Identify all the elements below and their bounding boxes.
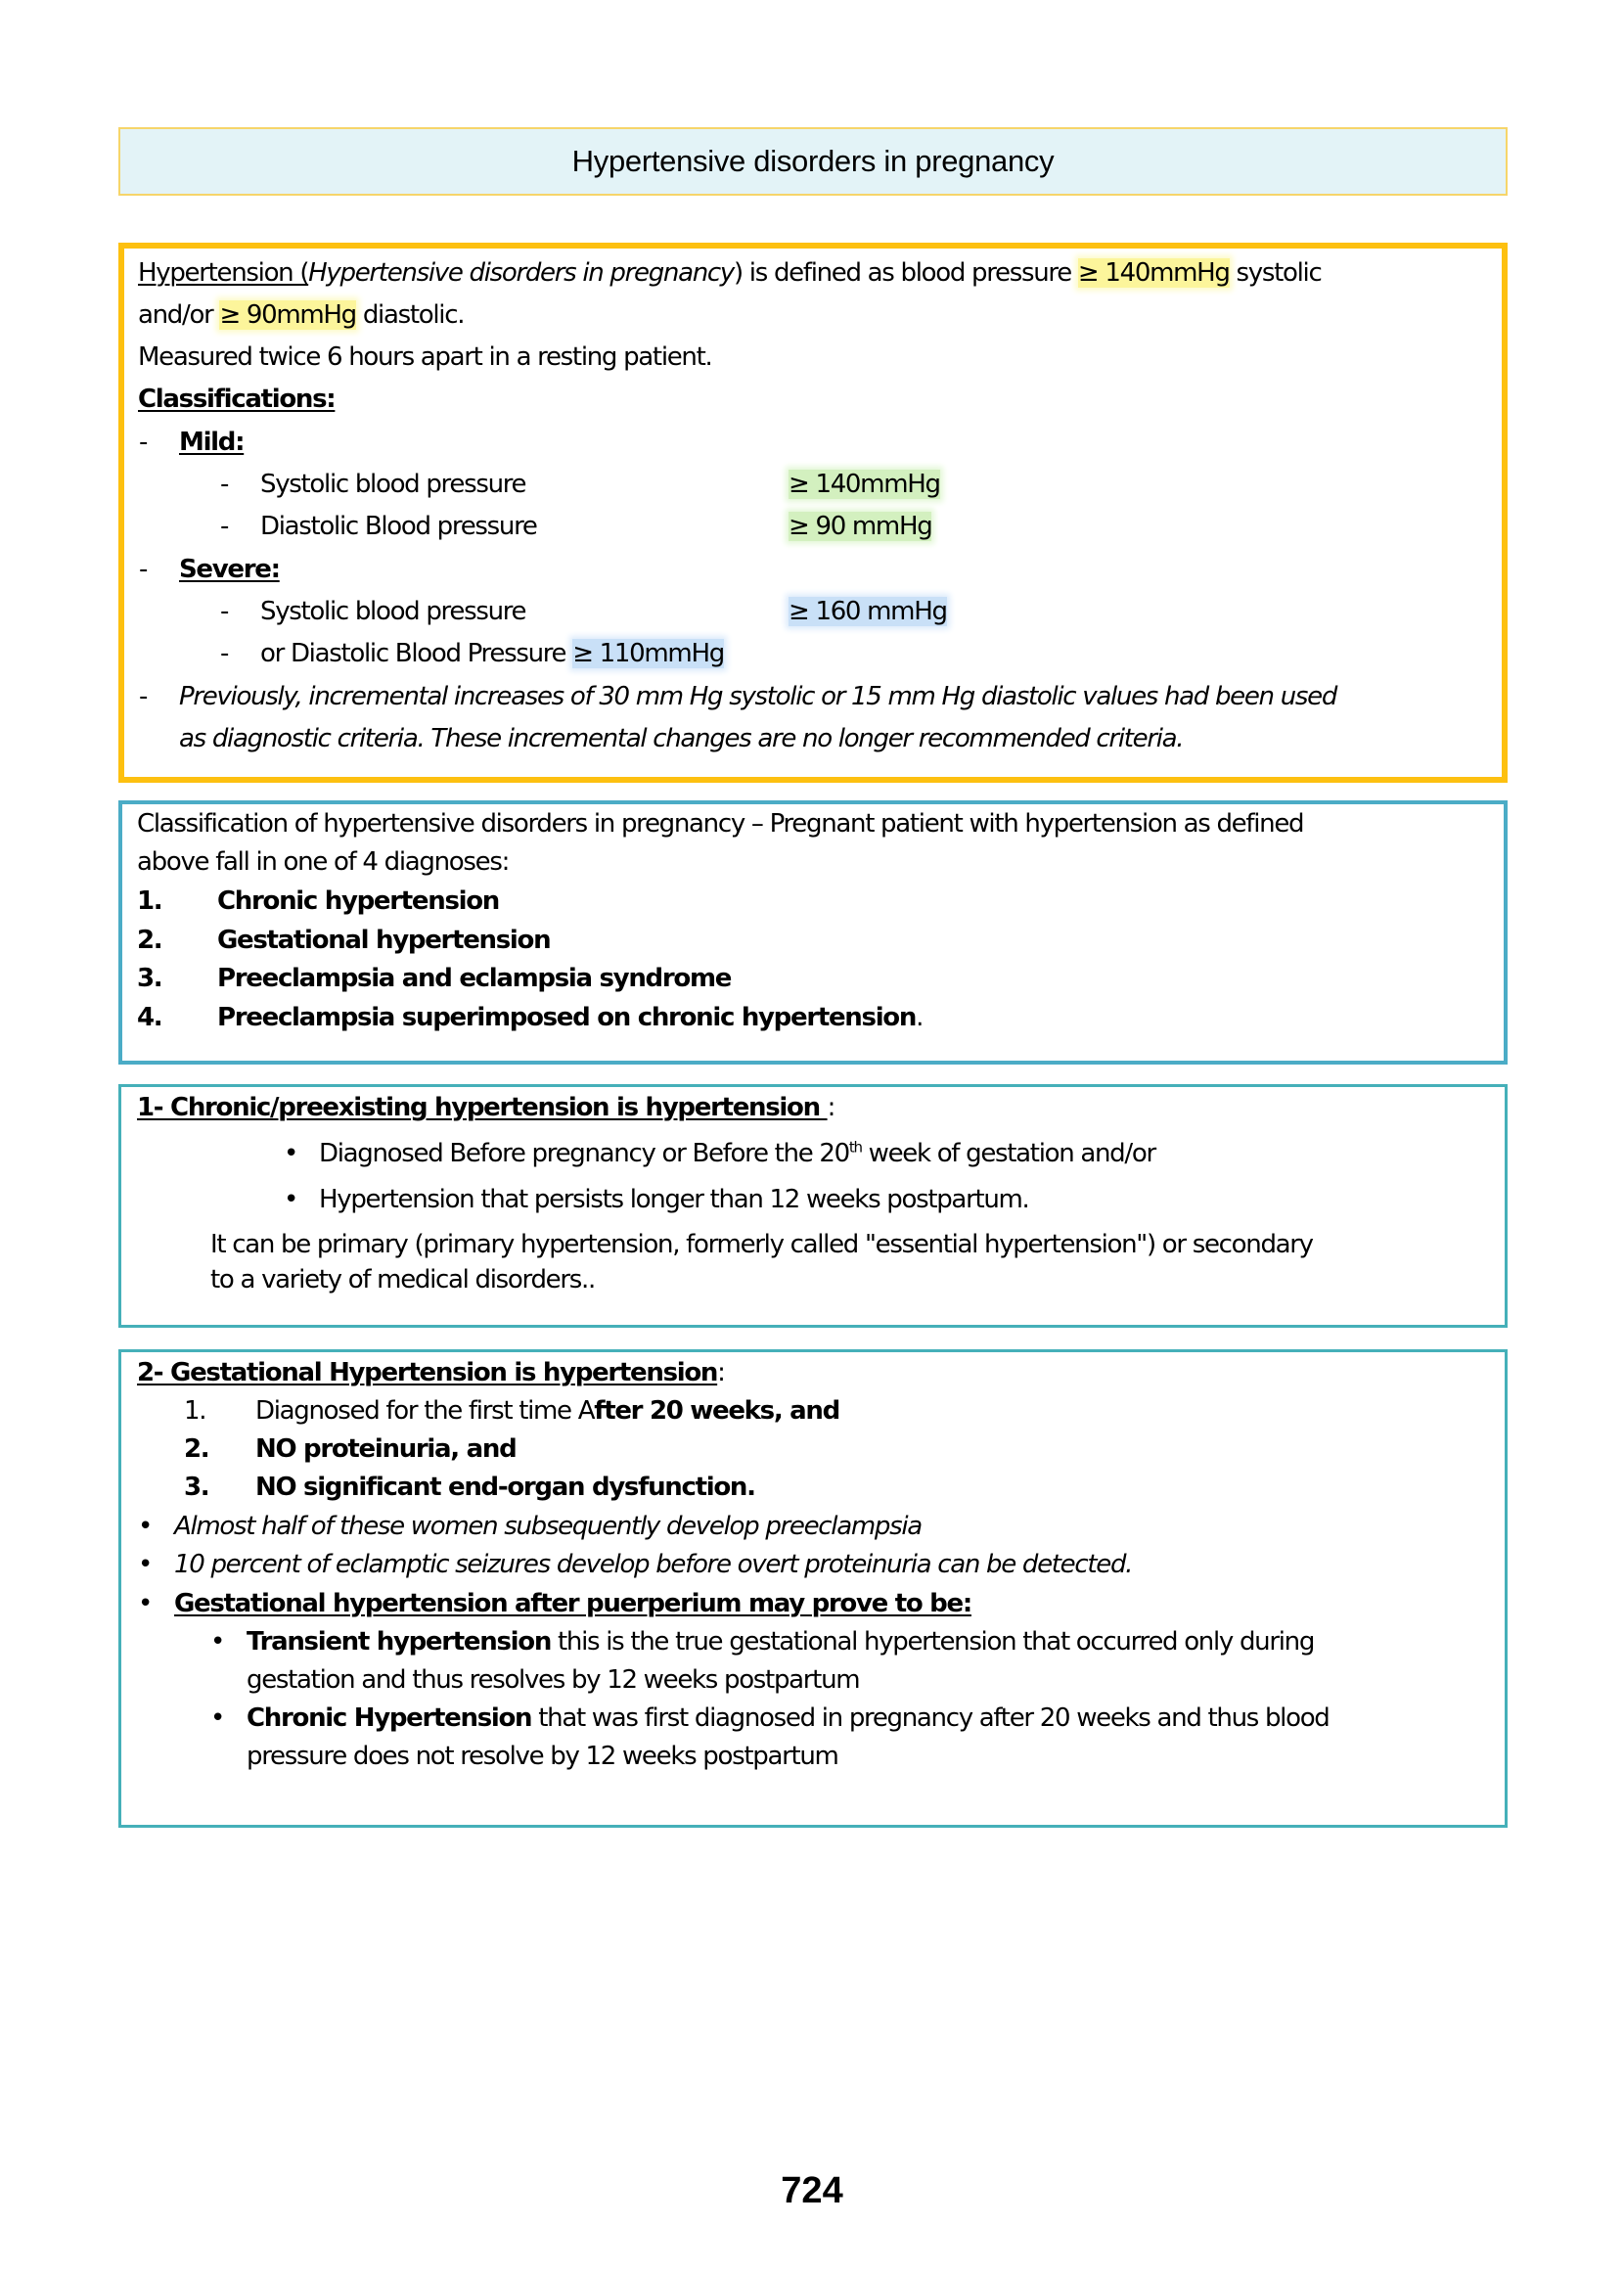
title-banner — [118, 127, 1508, 196]
mild-systolic-label: Systolic blood pressure — [260, 470, 526, 499]
bullet-icon: • — [284, 1185, 298, 1214]
severe-systolic-label: Systolic blood pressure — [260, 597, 526, 626]
gestational-heading-row — [137, 1358, 725, 1387]
severe-diastolic-label: or Diastolic Blood Pressure — [260, 639, 573, 668]
hypertension-term: Hypertension ( — [138, 258, 309, 288]
outcome-chronic-term: Chronic Hypertension — [247, 1703, 532, 1733]
hypertension-term-italic: Hypertensive disorders in pregnancy — [308, 258, 734, 288]
systolic-threshold: ≥ 140mmHg — [1077, 258, 1230, 288]
mild-systolic-value: ≥ 140mmHg — [789, 470, 940, 499]
classifications-heading: Classifications: — [138, 385, 336, 414]
dash-bullet: - — [220, 470, 229, 499]
criteria-no-proteinuria: NO proteinuria, and — [255, 1434, 517, 1464]
bullet-icon: • — [138, 1512, 153, 1541]
classification-item-num: 3. — [137, 964, 162, 993]
criteria-text-bold: fter 20 weeks, and — [594, 1396, 839, 1426]
bullet-icon: • — [210, 1703, 225, 1733]
period: . — [916, 1003, 924, 1032]
gestational-note-1: Almost half of these women subsequently develop preeclampsia — [174, 1512, 922, 1541]
mild-diastolic-value: ≥ 90 mmHg — [789, 512, 932, 541]
colon: : — [717, 1358, 725, 1387]
classification-item-superimposed — [217, 1003, 923, 1032]
bullet-text-end: week of gestation and/or — [861, 1139, 1155, 1168]
definition-text: ) is defined as blood pressure — [734, 258, 1078, 288]
measured-note: Measured twice 6 hours apart in a resting patient. — [138, 342, 712, 372]
criteria-after-20-weeks — [255, 1396, 839, 1426]
definition-text-end: diastolic. — [355, 300, 465, 330]
chronic-heading: 1- Chronic/preexisting hypertension is hypertension — [137, 1093, 828, 1122]
page-title: Hypertensive disorders in pregnancy — [571, 144, 1055, 178]
classification-item-num: 1. — [137, 886, 162, 916]
severe-diastolic-value: ≥ 110mmHg — [572, 639, 724, 668]
chronic-bullet-1 — [319, 1139, 1155, 1168]
outcome-text: that was first diagnosed in pregnancy after 20 weeks and thus blood — [531, 1703, 1330, 1733]
superimposed-text: Preeclampsia superimposed on chronic hypertension — [217, 1003, 917, 1032]
chronic-para-line-2: to a variety of medical disorders.. — [210, 1265, 595, 1294]
definition-line-1 — [138, 258, 1321, 288]
criteria-num: 1. — [184, 1396, 206, 1426]
dash-bullet: - — [220, 512, 229, 541]
dash-bullet: - — [139, 428, 148, 457]
outcome-text: this is the true gestational hypertension that occurred only during — [551, 1627, 1315, 1657]
classification-item-num: 4. — [137, 1003, 162, 1032]
dash-bullet: - — [139, 682, 148, 711]
after-puerperium-heading: Gestational hypertension after puerperium may prove to be: — [174, 1589, 971, 1618]
dash-bullet: - — [139, 555, 148, 584]
outcome-transient-line-1 — [247, 1627, 1314, 1657]
mild-diastolic-label: Diastolic Blood pressure — [260, 512, 537, 541]
classification-item-num: 2. — [137, 926, 162, 955]
criteria-no-organ-dysfunction: NO significant end-organ dysfunction. — [255, 1473, 755, 1502]
chronic-bullet-2: Hypertension that persists longer than 12 weeks postpartum. — [319, 1185, 1029, 1214]
bullet-icon: • — [210, 1627, 225, 1657]
bullet-icon: • — [138, 1589, 153, 1618]
outcome-transient-line-2: gestation and thus resolves by 12 weeks postpartum — [247, 1665, 860, 1695]
classification-intro-line-2: above fall in one of 4 diagnoses: — [137, 847, 510, 877]
gestational-heading: 2- Gestational Hypertension is hypertension — [137, 1358, 718, 1387]
outcome-chronic-line-2: pressure does not resolve by 12 weeks postpartum — [247, 1742, 838, 1771]
dash-bullet: - — [220, 597, 229, 626]
page-number: 724 — [781, 2170, 843, 2211]
bullet-text: Diagnosed Before pregnancy or Before the 20 — [319, 1139, 849, 1168]
bullet-icon: • — [138, 1550, 153, 1579]
ordinal-suffix: th — [848, 1138, 862, 1157]
severe-systolic-value: ≥ 160 mmHg — [789, 597, 947, 626]
definition-text-end: systolic — [1229, 258, 1322, 288]
definition-line-2 — [138, 300, 464, 330]
historical-note-line-2: as diagnostic criteria. These incremental changes are no longer recommended criteria. — [179, 724, 1184, 753]
criteria-text: Diagnosed for the first time A — [255, 1396, 595, 1426]
classification-item-chronic: Chronic hypertension — [217, 886, 500, 916]
classification-intro-line-1: Classification of hypertensive disorders in pregnancy – Pregnant patient with hypertension as defined — [137, 809, 1304, 839]
diastolic-threshold: ≥ 90mmHg — [219, 300, 356, 330]
classification-item-gestational: Gestational hypertension — [217, 926, 551, 955]
chronic-para-line-1: It can be primary (primary hypertension, formerly called "essential hypertension") or secondary — [210, 1230, 1313, 1259]
historical-note-line-1: Previously, incremental increases of 30 mm Hg systolic or 15 mm Hg diastolic values had been used — [179, 682, 1337, 711]
classification-item-preeclampsia: Preeclampsia and eclampsia syndrome — [217, 964, 732, 993]
definition-text: and/or — [138, 300, 220, 330]
outcome-chronic-line-1 — [247, 1703, 1330, 1733]
outcome-transient-term: Transient hypertension — [247, 1627, 552, 1657]
severe-diastolic-row — [260, 639, 724, 668]
severe-label: Severe: — [179, 555, 280, 584]
bullet-icon: • — [284, 1139, 298, 1168]
criteria-num: 3. — [184, 1473, 209, 1502]
dash-bullet: - — [220, 639, 229, 668]
gestational-note-2: 10 percent of eclamptic seizures develop before overt proteinuria can be detected. — [174, 1550, 1133, 1579]
criteria-num: 2. — [184, 1434, 209, 1464]
colon: : — [827, 1093, 835, 1122]
mild-label: Mild: — [179, 428, 245, 457]
chronic-heading-row — [137, 1093, 835, 1122]
